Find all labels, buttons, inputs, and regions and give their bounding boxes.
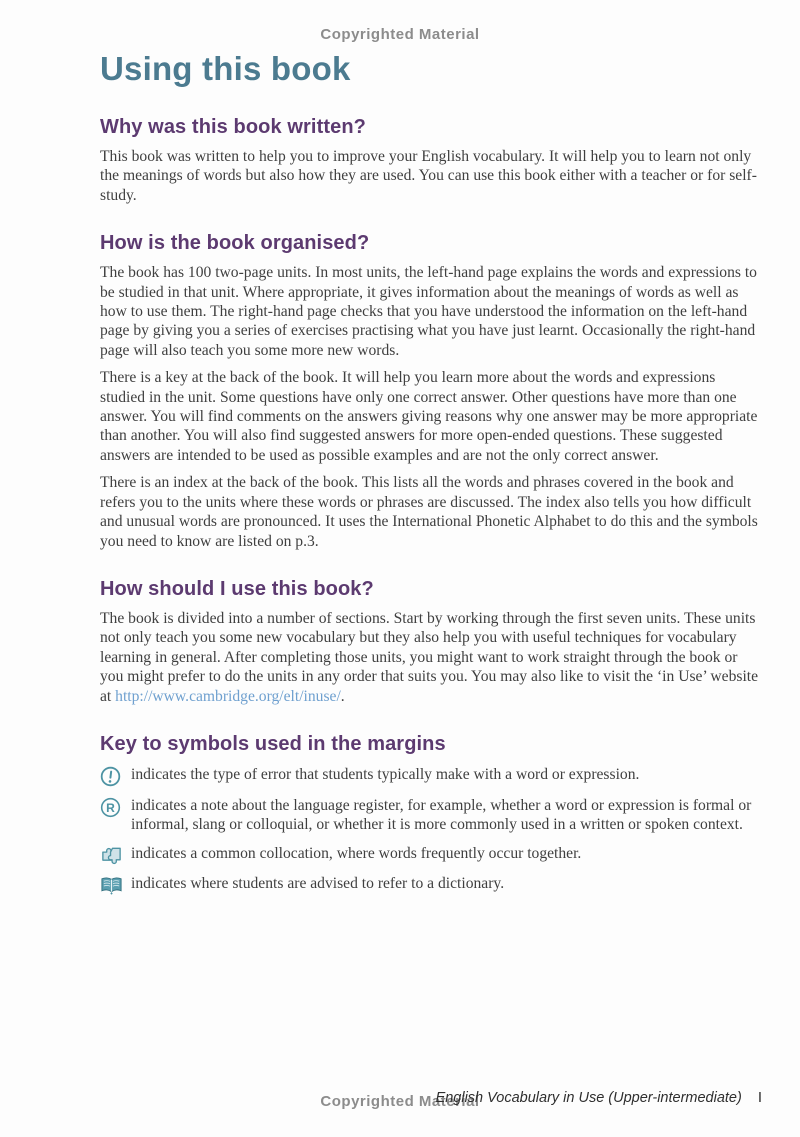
exclamation-circle-icon: [100, 766, 122, 787]
symbols-list: [100, 765, 762, 895]
symbol-item-dictionary: [100, 874, 762, 895]
symbol-text-dictionary: indicates where students are advised to refer to a dictionary.: [131, 874, 505, 892]
section-heading-how-use: How should I use this book?: [100, 577, 374, 600]
copyright-watermark-top: Copyrighted Material: [320, 26, 480, 43]
symbol-text-register: indicates a note about the language register, for example, whether a word or expression is formal or informal, slang or colloquial, or whether it is more commonly used in a written or spoken context.: [131, 796, 752, 834]
register-r-circle-icon: [100, 797, 122, 818]
paragraph-how-use-text: The book is divided into a number of sections. Start by working through the first seven units. These units not only teach you some new vocabulary but they also help you with useful techniques for vocabulary learning in general. After completing those units, you might want to work straight through the book or you might prefer to do the units in any order that suits you. You may also like to visit the ‘in Use’ website at: [100, 609, 759, 705]
svg-text:R: R: [106, 800, 115, 815]
footer-right: [436, 1089, 762, 1106]
symbol-item-register: [100, 796, 762, 835]
puzzle-collocation-icon: [100, 845, 122, 865]
symbol-item-error: [100, 765, 762, 787]
dictionary-open-book-icon: [100, 875, 122, 895]
paragraph-how-use-period: .: [340, 687, 345, 705]
page-footer: [0, 1089, 800, 1115]
paragraph-index: There is an index at the back of the book. This lists all the words and phrases covered in the book and refers you to the units where these words or phrases are discussed. The index also tells you how difficult and unusual words are pronounced. It uses the International Phonetic Alphabet to do this and the symbols you need to know are listed on p.3.: [100, 474, 758, 550]
page-title: Using this book: [100, 50, 351, 87]
paragraph-why-written: This book was written to help you to improve your English vocabulary. It will help you to learn not only the meanings of words but also how they are used. You can use this book either with a teacher or for self-study.: [100, 148, 757, 204]
inuse-website-link[interactable]: http://www.cambridge.org/elt/inuse/: [115, 687, 341, 705]
section-heading-why-written: Why was this book written?: [100, 116, 366, 138]
symbol-text-collocation: indicates a common collocation, where words frequently occur together.: [131, 844, 582, 862]
symbol-item-collocation: [100, 844, 762, 865]
footer-page-number: I: [757, 1089, 762, 1106]
page-content: [100, 0, 762, 895]
paragraph-units: The book has 100 two-page units. In most units, the left-hand page explains the words and expressions to be studied in that unit. Where appropriate, it gives information about the meanings of words as well as how to use them. The right-hand page checks that you have understood the information on the left-hand page by giving you a series of exercises practising what you have just learnt. Occasionally the right-hand page will also teach you some more new words.: [100, 264, 757, 359]
footer-book-title: English Vocabulary in Use (Upper-intermediate): [435, 1090, 742, 1106]
section-heading-organised: How is the book organised?: [100, 232, 370, 255]
copyright-watermark-bottom: Copyrighted Material: [320, 1093, 480, 1110]
paragraph-key: There is a key at the back of the book. It will help you learn more about the words and expressions studied in the unit. Some questions have only one correct answer. Other questions have more than one answer. You will find comments on the answers giving reasons why one answer may be more appropriate than another. You will also find suggested answers for more open-ended questions. These suggested answers are intended to be used as possible examples and are not the only correct answer.: [100, 369, 758, 464]
section-heading-key-symbols: Key to symbols used in the margins: [100, 732, 446, 755]
paragraph-how-use: [100, 609, 762, 706]
symbol-text-error: indicates the type of error that students typically make with a word or expression.: [131, 765, 640, 783]
